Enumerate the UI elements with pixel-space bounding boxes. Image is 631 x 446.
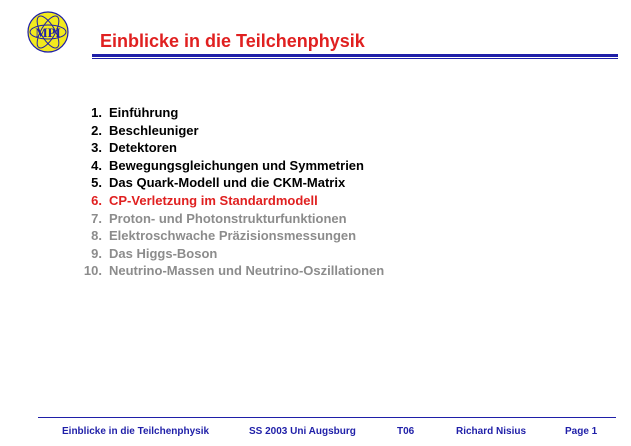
toc-item-label: Das Quark-Modell und die CKM-Matrix [109, 175, 346, 191]
toc-item-number: 10. [83, 263, 102, 279]
toc-item-number: 4. [91, 157, 102, 173]
toc-item-number: 2. [91, 122, 102, 138]
title-divider [92, 54, 618, 57]
toc-item-label: CP-Verletzung im Standardmodell [109, 192, 318, 208]
title-divider-thin [92, 58, 618, 59]
footer-author: Richard Nisius [456, 426, 527, 437]
toc-item-label: Beschleuniger [109, 122, 199, 138]
toc-item-label: Das Higgs-Boson [109, 245, 218, 261]
page-title: Einblicke in die Teilchenphysik [100, 31, 365, 51]
toc-item-number: 6. [91, 192, 102, 208]
toc-item-label: Proton- und Photonstrukturfunktionen [109, 210, 347, 226]
toc-item-number: 8. [91, 228, 102, 244]
footer-course: Einblicke in die Teilchenphysik [62, 426, 210, 437]
toc-item-number: 7. [91, 210, 102, 226]
toc-item-number: 9. [91, 245, 102, 261]
logo-text: MPI [35, 25, 61, 40]
toc-item-label: Bewegungsgleichungen und Symmetrien [109, 157, 364, 173]
footer-divider [38, 417, 616, 418]
toc-item-number: 5. [91, 175, 102, 191]
toc-item-label: Detektoren [109, 140, 177, 156]
footer-code: T06 [397, 426, 415, 437]
atom-icon [26, 10, 70, 54]
toc-item-number: 3. [91, 140, 102, 156]
toc-item-number: 1. [91, 105, 102, 120]
toc-item-label: Elektroschwache Präzisionsmessungen [109, 228, 357, 244]
footer-page-number: Page 1 [565, 426, 598, 437]
toc-item-label: Neutrino-Massen und Neutrino-Oszillationen [109, 263, 385, 279]
toc-item-label: Einführung [109, 105, 179, 120]
footer-term: SS 2003 Uni Augsburg [249, 426, 356, 437]
mpi-logo [26, 10, 70, 54]
